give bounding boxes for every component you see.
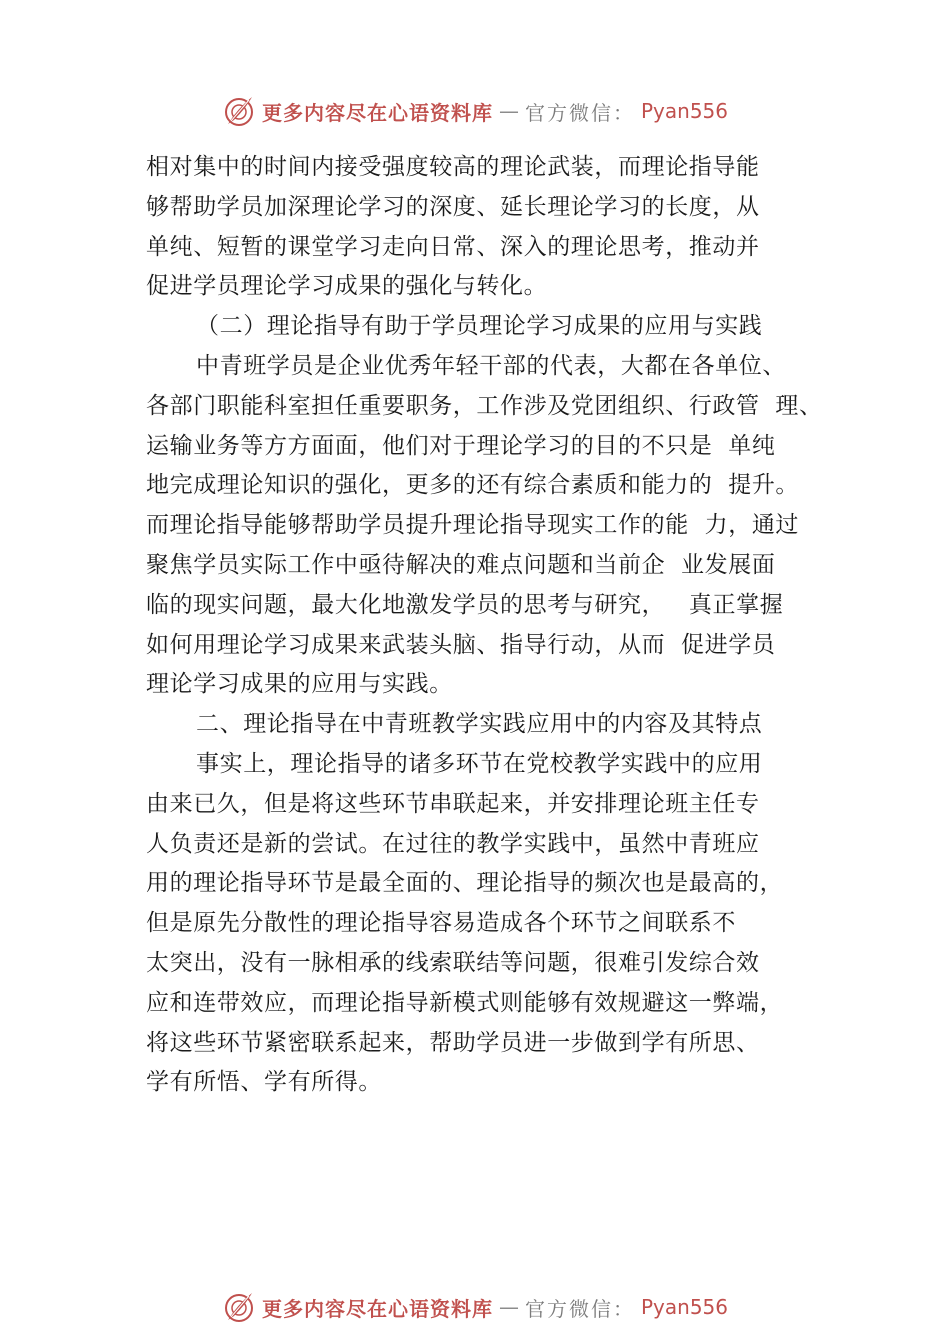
text-line: 太突出，没有一脉相承的线索联结等问题，很难引发综合效 xyxy=(146,949,760,976)
text-line: 相对集中的时间内接受强度较高的理论武装，而理论指导能 xyxy=(146,154,760,180)
text-line: 各部门职能科室担任重要职务，工作涉及党团组织、行政管 理、 xyxy=(146,392,823,419)
text-line: 单纯、短暂的课堂学习走向日常、深入的理论思考，推动并 xyxy=(146,233,760,260)
text-line: 由来已久，但是将这些环节串联起来，并安排理论班主任专 xyxy=(146,790,760,817)
text-line: 用的理论指导环节是最全面的、理论指导的频次也是最高的， xyxy=(146,870,784,897)
watermark-wechat-label: 官方微信： xyxy=(524,1296,635,1321)
text-line: 运输业务等方方面面，他们对于理论学习的目的不只是 单纯 xyxy=(146,432,776,459)
watermark-wechat-label: 官方微信： xyxy=(524,100,635,125)
text-line: 学有所悟、学有所得。 xyxy=(146,1069,382,1096)
text-line: 而理论指导能够帮助学员提升理论指导现实工作的能 力，通过 xyxy=(146,512,800,539)
feather-pen-seal-logo-icon xyxy=(222,94,256,128)
text-line: 中青班学员是企业优秀年轻干部的代表，大都在各单位、 xyxy=(196,352,786,379)
header-watermark xyxy=(0,94,950,128)
text-line: 应和连带效应，而理论指导新模式则能够有效规避这一弊端， xyxy=(146,989,784,1016)
text-line: （二）理论指导有助于学员理论学习成果的应用与实践 xyxy=(196,313,763,340)
text-line: 促进学员理论学习成果的强化与转化。 xyxy=(146,273,548,300)
footer-watermark xyxy=(0,1290,950,1324)
watermark-brand: 更多内容尽在心语资料库 xyxy=(261,1296,493,1321)
text-line: 够帮助学员加深理论学习的深度、延长理论学习的长度，从 xyxy=(146,193,760,220)
text-line: 如何用理论学习成果来武装头脑、指导行动，从而 促进学员 xyxy=(146,631,776,658)
watermark-wechat-id: Pyan556 xyxy=(640,1295,728,1319)
text-line: 但是原先分散性的理论指导容易造成各个环节之间联系不 xyxy=(146,910,736,937)
text-line: 将这些环节紧密联系起来，帮助学员进一步做到学有所思、 xyxy=(146,1029,760,1056)
text-line: 事实上，理论指导的诸多环节在党校教学实践中的应用 xyxy=(196,750,763,777)
watermark-dash: — xyxy=(498,1295,519,1319)
text-line: 理论学习成果的应用与实践。 xyxy=(146,671,453,698)
watermark-dash: — xyxy=(498,99,519,123)
text-line: 地完成理论知识的强化，更多的还有综合素质和能力的 提升。 xyxy=(146,472,800,499)
watermark-brand: 更多内容尽在心语资料库 xyxy=(261,100,493,125)
text-line: 人负责还是新的尝试。在过往的教学实践中，虽然中青班应 xyxy=(146,830,760,857)
text-line: 聚焦学员实际工作中亟待解决的难点问题和当前企 业发展面 xyxy=(146,551,776,578)
watermark-wechat-id: Pyan556 xyxy=(640,99,728,123)
document-body xyxy=(146,148,858,1103)
text-line: 临的现实问题，最大化地激发学员的思考与研究， 真正掌握 xyxy=(146,591,784,618)
text-line: 二、理论指导在中青班教学实践应用中的内容及其特点 xyxy=(196,711,763,738)
feather-pen-seal-logo-icon xyxy=(222,1290,256,1324)
